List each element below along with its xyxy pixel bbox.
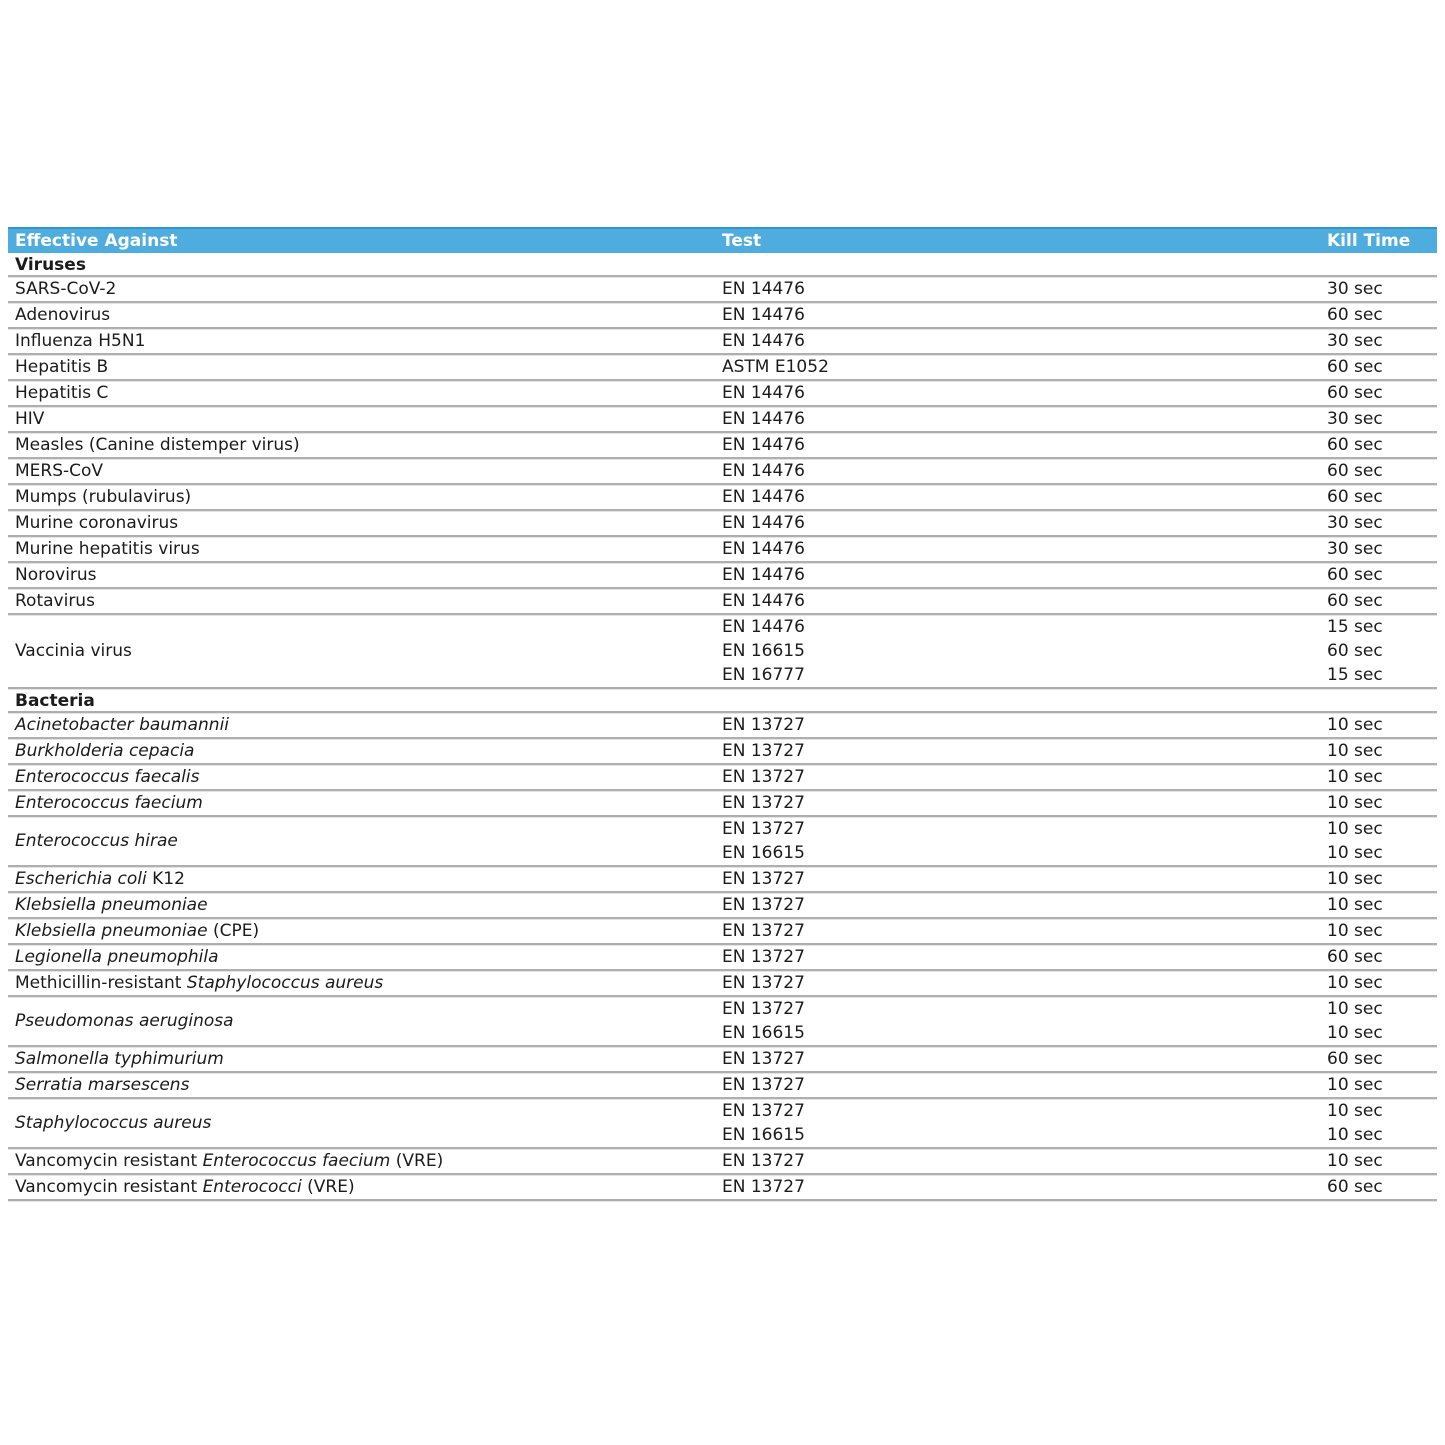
test-standard: EN 13727	[722, 947, 805, 967]
organism-name-italic-segment: Enterococcus hirae	[15, 831, 178, 851]
table-body	[8, 253, 1437, 1201]
organism-name-segment: Rotavirus	[15, 591, 95, 611]
test-standard: EN 14476	[722, 305, 805, 325]
test-entry	[722, 407, 1437, 431]
test-standard: EN 13727	[722, 1101, 805, 1121]
test-entry	[722, 589, 1437, 613]
organism-name-segment: Murine coronavirus	[15, 513, 179, 533]
col-header-effective-against: Effective Against	[15, 231, 178, 251]
kill-time: 10 sec	[1327, 921, 1383, 941]
organism-name	[8, 591, 722, 611]
kill-time: 60 sec	[1327, 461, 1383, 481]
test-entries	[722, 945, 1437, 969]
organism-name	[8, 513, 722, 533]
test-entry	[722, 485, 1437, 509]
col-header-test: Test	[722, 231, 762, 251]
test-entry	[722, 433, 1437, 457]
test-entry	[722, 537, 1437, 561]
kill-time: 10 sec	[1327, 1023, 1383, 1043]
test-entry	[722, 329, 1437, 353]
organism-name-italic-segment: Serratia marsescens	[15, 1075, 190, 1095]
test-entries	[722, 1073, 1437, 1097]
test-standard: EN 16615	[722, 843, 805, 863]
test-entries	[722, 563, 1437, 587]
table-row	[8, 589, 1437, 615]
kill-time: 30 sec	[1327, 513, 1383, 533]
test-standard: EN 16615	[722, 1023, 805, 1043]
test-entries	[722, 739, 1437, 763]
test-standard: EN 13727	[722, 1177, 805, 1197]
table-row	[8, 867, 1437, 893]
test-entry	[722, 945, 1437, 969]
test-entry	[722, 355, 1437, 379]
test-entry	[722, 563, 1437, 587]
test-entries	[722, 997, 1437, 1045]
kill-time: 10 sec	[1327, 869, 1383, 889]
organism-name	[8, 895, 722, 915]
test-entry	[722, 971, 1437, 995]
organism-name	[8, 1113, 722, 1133]
test-entries	[722, 1099, 1437, 1147]
organism-name	[8, 947, 722, 967]
efficacy-table	[8, 227, 1437, 1201]
organism-name-segment: Vancomycin resistant	[15, 1151, 203, 1171]
kill-time: 30 sec	[1327, 331, 1383, 351]
organism-name	[8, 793, 722, 813]
kill-time: 15 sec	[1327, 617, 1383, 637]
test-entries	[722, 1175, 1437, 1199]
test-standard: EN 14476	[722, 513, 805, 533]
table-row	[8, 1047, 1437, 1073]
kill-time: 60 sec	[1327, 1049, 1383, 1069]
organism-name-italic-segment: Salmonella typhimurium	[15, 1049, 224, 1069]
kill-time: 10 sec	[1327, 819, 1383, 839]
organism-name	[8, 487, 722, 507]
test-entry	[722, 765, 1437, 789]
organism-name-italic-segment: Klebsiella pneumoniae	[15, 895, 208, 915]
kill-time: 60 sec	[1327, 435, 1383, 455]
table-row	[8, 739, 1437, 765]
test-standard: EN 13727	[722, 1049, 805, 1069]
table-row	[8, 893, 1437, 919]
table-row	[8, 765, 1437, 791]
table-row	[8, 381, 1437, 407]
test-standard: EN 13727	[722, 819, 805, 839]
kill-time: 10 sec	[1327, 1151, 1383, 1171]
test-entry	[722, 303, 1437, 327]
test-standard: EN 13727	[722, 793, 805, 813]
test-entry	[722, 381, 1437, 405]
table-row	[8, 1099, 1437, 1149]
test-entries	[722, 433, 1437, 457]
test-entries	[722, 511, 1437, 535]
organism-name	[8, 357, 722, 377]
organism-name-segment: Influenza H5N1	[15, 331, 146, 351]
kill-time: 10 sec	[1327, 1125, 1383, 1145]
table-row	[8, 485, 1437, 511]
test-entries	[722, 791, 1437, 815]
organism-name-segment: Hepatitis B	[15, 357, 109, 377]
kill-time: 60 sec	[1327, 1177, 1383, 1197]
test-entries	[722, 817, 1437, 865]
kill-time: 60 sec	[1327, 591, 1383, 611]
kill-time: 60 sec	[1327, 357, 1383, 377]
test-entry	[722, 713, 1437, 737]
test-standard: EN 14476	[722, 487, 805, 507]
organism-name-italic-segment: Enterococci	[202, 1177, 302, 1197]
organism-name-italic-segment: Burkholderia cepacia	[15, 741, 195, 761]
test-standard: EN 16615	[722, 1125, 805, 1145]
test-entry	[722, 1047, 1437, 1071]
table-row	[8, 713, 1437, 739]
organism-name	[8, 715, 722, 735]
test-standard: EN 14476	[722, 279, 805, 299]
organism-name-segment: Adenovirus	[15, 305, 111, 325]
test-entries	[722, 713, 1437, 737]
organism-name-segment: K12	[146, 869, 185, 889]
test-entries	[722, 867, 1437, 891]
test-entries	[722, 407, 1437, 431]
col-header-kill-time: Kill Time	[1327, 231, 1411, 251]
test-entries	[722, 615, 1437, 687]
test-entry	[722, 867, 1437, 891]
organism-name-segment: Mumps (rubulavirus)	[15, 487, 192, 507]
kill-time: 10 sec	[1327, 999, 1383, 1019]
organism-name	[8, 1151, 722, 1171]
test-standard: EN 13727	[722, 869, 805, 889]
kill-time: 10 sec	[1327, 895, 1383, 915]
test-entry	[722, 841, 1437, 865]
kill-time: 10 sec	[1327, 1075, 1383, 1095]
organism-name-italic-segment: Enterococcus faecium	[202, 1151, 391, 1171]
organism-name-italic-segment: Pseudomonas aeruginosa	[15, 1011, 234, 1031]
test-standard: EN 13727	[722, 767, 805, 787]
organism-name	[8, 1075, 722, 1095]
table-row	[8, 919, 1437, 945]
test-standard: EN 13727	[722, 715, 805, 735]
test-entries	[722, 329, 1437, 353]
kill-time: 30 sec	[1327, 409, 1383, 429]
test-entries	[722, 303, 1437, 327]
kill-time: 10 sec	[1327, 793, 1383, 813]
kill-time: 10 sec	[1327, 741, 1383, 761]
organism-name-segment: HIV	[15, 409, 45, 429]
table-header-row	[8, 227, 1437, 253]
test-entry	[722, 511, 1437, 535]
kill-time: 60 sec	[1327, 305, 1383, 325]
test-entries	[722, 589, 1437, 613]
organism-name-italic-segment: Enterococcus faecalis	[15, 767, 200, 787]
test-standard: EN 13727	[722, 741, 805, 761]
organism-name-segment: (VRE)	[301, 1177, 355, 1197]
organism-name	[8, 305, 722, 325]
table-row	[8, 945, 1437, 971]
test-standard: EN 14476	[722, 565, 805, 585]
organism-name-segment: Murine hepatitis virus	[15, 539, 200, 559]
test-standard: ASTM E1052	[722, 357, 829, 377]
organism-name	[8, 539, 722, 559]
kill-time: 10 sec	[1327, 715, 1383, 735]
organism-name	[8, 383, 722, 403]
section-header-bacteria: Bacteria	[8, 689, 1437, 713]
test-standard: EN 14476	[722, 617, 805, 637]
test-entry	[722, 459, 1437, 483]
test-entries	[722, 1149, 1437, 1173]
table-row	[8, 1175, 1437, 1201]
kill-time: 60 sec	[1327, 947, 1383, 967]
test-standard: EN 14476	[722, 591, 805, 611]
test-entry	[722, 1021, 1437, 1045]
table-row	[8, 1149, 1437, 1175]
test-entry	[722, 277, 1437, 301]
test-standard: EN 13727	[722, 1075, 805, 1095]
test-entries	[722, 277, 1437, 301]
test-entry	[722, 919, 1437, 943]
test-standard: EN 16615	[722, 641, 805, 661]
kill-time: 30 sec	[1327, 539, 1383, 559]
organism-name	[8, 921, 722, 941]
organism-name	[8, 741, 722, 761]
test-standard: EN 14476	[722, 539, 805, 559]
organism-name	[8, 641, 722, 661]
section-header-viruses: Viruses	[8, 253, 1437, 277]
table-row	[8, 563, 1437, 589]
organism-name-segment: Norovirus	[15, 565, 97, 585]
organism-name-segment: (CPE)	[207, 921, 260, 941]
test-standard: EN 13727	[722, 999, 805, 1019]
test-standard: EN 14476	[722, 331, 805, 351]
organism-name	[8, 331, 722, 351]
table-row	[8, 817, 1437, 867]
organism-name-segment: (VRE)	[390, 1151, 444, 1171]
test-entries	[722, 485, 1437, 509]
organism-name	[8, 435, 722, 455]
table-row	[8, 355, 1437, 381]
organism-name-italic-segment: Staphylococcus aureus	[15, 1113, 212, 1133]
test-entry	[722, 639, 1437, 663]
table-row	[8, 511, 1437, 537]
kill-time: 60 sec	[1327, 487, 1383, 507]
test-entries	[722, 765, 1437, 789]
table-row	[8, 407, 1437, 433]
organism-name	[8, 461, 722, 481]
test-standard: EN 13727	[722, 973, 805, 993]
organism-name	[8, 831, 722, 851]
test-entry	[722, 1149, 1437, 1173]
table-row	[8, 971, 1437, 997]
organism-name-segment: MERS-CoV	[15, 461, 104, 481]
test-entry	[722, 615, 1437, 639]
test-standard: EN 14476	[722, 409, 805, 429]
test-standard: EN 14476	[722, 435, 805, 455]
test-standard: EN 14476	[722, 383, 805, 403]
table-row	[8, 277, 1437, 303]
organism-name	[8, 565, 722, 585]
organism-name	[8, 973, 722, 993]
test-entry	[722, 791, 1437, 815]
test-entry	[722, 1123, 1437, 1147]
kill-time: 60 sec	[1327, 565, 1383, 585]
organism-name	[8, 767, 722, 787]
organism-name	[8, 869, 722, 889]
test-entries	[722, 459, 1437, 483]
organism-name	[8, 1011, 722, 1031]
test-entry	[722, 1175, 1437, 1199]
test-entries	[722, 537, 1437, 561]
test-standard: EN 13727	[722, 1151, 805, 1171]
kill-time: 15 sec	[1327, 665, 1383, 685]
organism-name-italic-segment: Escherichia coli	[15, 869, 147, 889]
test-standard: EN 13727	[722, 921, 805, 941]
organism-name-italic-segment: Enterococcus faecium	[15, 793, 203, 813]
kill-time: 10 sec	[1327, 843, 1383, 863]
kill-time: 10 sec	[1327, 767, 1383, 787]
kill-time: 60 sec	[1327, 641, 1383, 661]
test-entries	[722, 919, 1437, 943]
test-entry	[722, 1073, 1437, 1097]
kill-time: 10 sec	[1327, 1101, 1383, 1121]
test-entries	[722, 971, 1437, 995]
test-entries	[722, 1047, 1437, 1071]
organism-name	[8, 1049, 722, 1069]
test-standard: EN 16777	[722, 665, 805, 685]
table-row	[8, 329, 1437, 355]
test-entry	[722, 893, 1437, 917]
test-entries	[722, 893, 1437, 917]
test-standard: EN 14476	[722, 461, 805, 481]
organism-name-italic-segment: Legionella pneumophila	[15, 947, 219, 967]
table-row	[8, 791, 1437, 817]
organism-name-segment: SARS-CoV-2	[15, 279, 117, 299]
test-entry	[722, 739, 1437, 763]
organism-name-segment: Methicillin-resistant	[15, 973, 187, 993]
test-entry	[722, 1099, 1437, 1123]
test-entry	[722, 663, 1437, 687]
table-row	[8, 537, 1437, 563]
test-standard: EN 13727	[722, 895, 805, 915]
organism-name-italic-segment: Acinetobacter baumannii	[15, 715, 230, 735]
organism-name-segment: Hepatitis C	[15, 383, 109, 403]
table-row	[8, 433, 1437, 459]
table-row	[8, 1073, 1437, 1099]
organism-name-italic-segment: Klebsiella pneumoniae	[15, 921, 208, 941]
table-row	[8, 303, 1437, 329]
organism-name-italic-segment: Staphylococcus aureus	[186, 973, 384, 993]
table-row	[8, 459, 1437, 485]
organism-name	[8, 1177, 722, 1197]
kill-time: 30 sec	[1327, 279, 1383, 299]
organism-name	[8, 409, 722, 429]
organism-name	[8, 279, 722, 299]
table-row	[8, 997, 1437, 1047]
organism-name-segment: Measles (Canine distemper virus)	[15, 435, 300, 455]
organism-name-segment: Vaccinia virus	[15, 641, 132, 661]
kill-time: 60 sec	[1327, 383, 1383, 403]
test-entry	[722, 997, 1437, 1021]
test-entries	[722, 381, 1437, 405]
organism-name-segment: Vancomycin resistant	[15, 1177, 203, 1197]
test-entries	[722, 355, 1437, 379]
table-row	[8, 615, 1437, 689]
kill-time: 10 sec	[1327, 973, 1383, 993]
test-entry	[722, 817, 1437, 841]
